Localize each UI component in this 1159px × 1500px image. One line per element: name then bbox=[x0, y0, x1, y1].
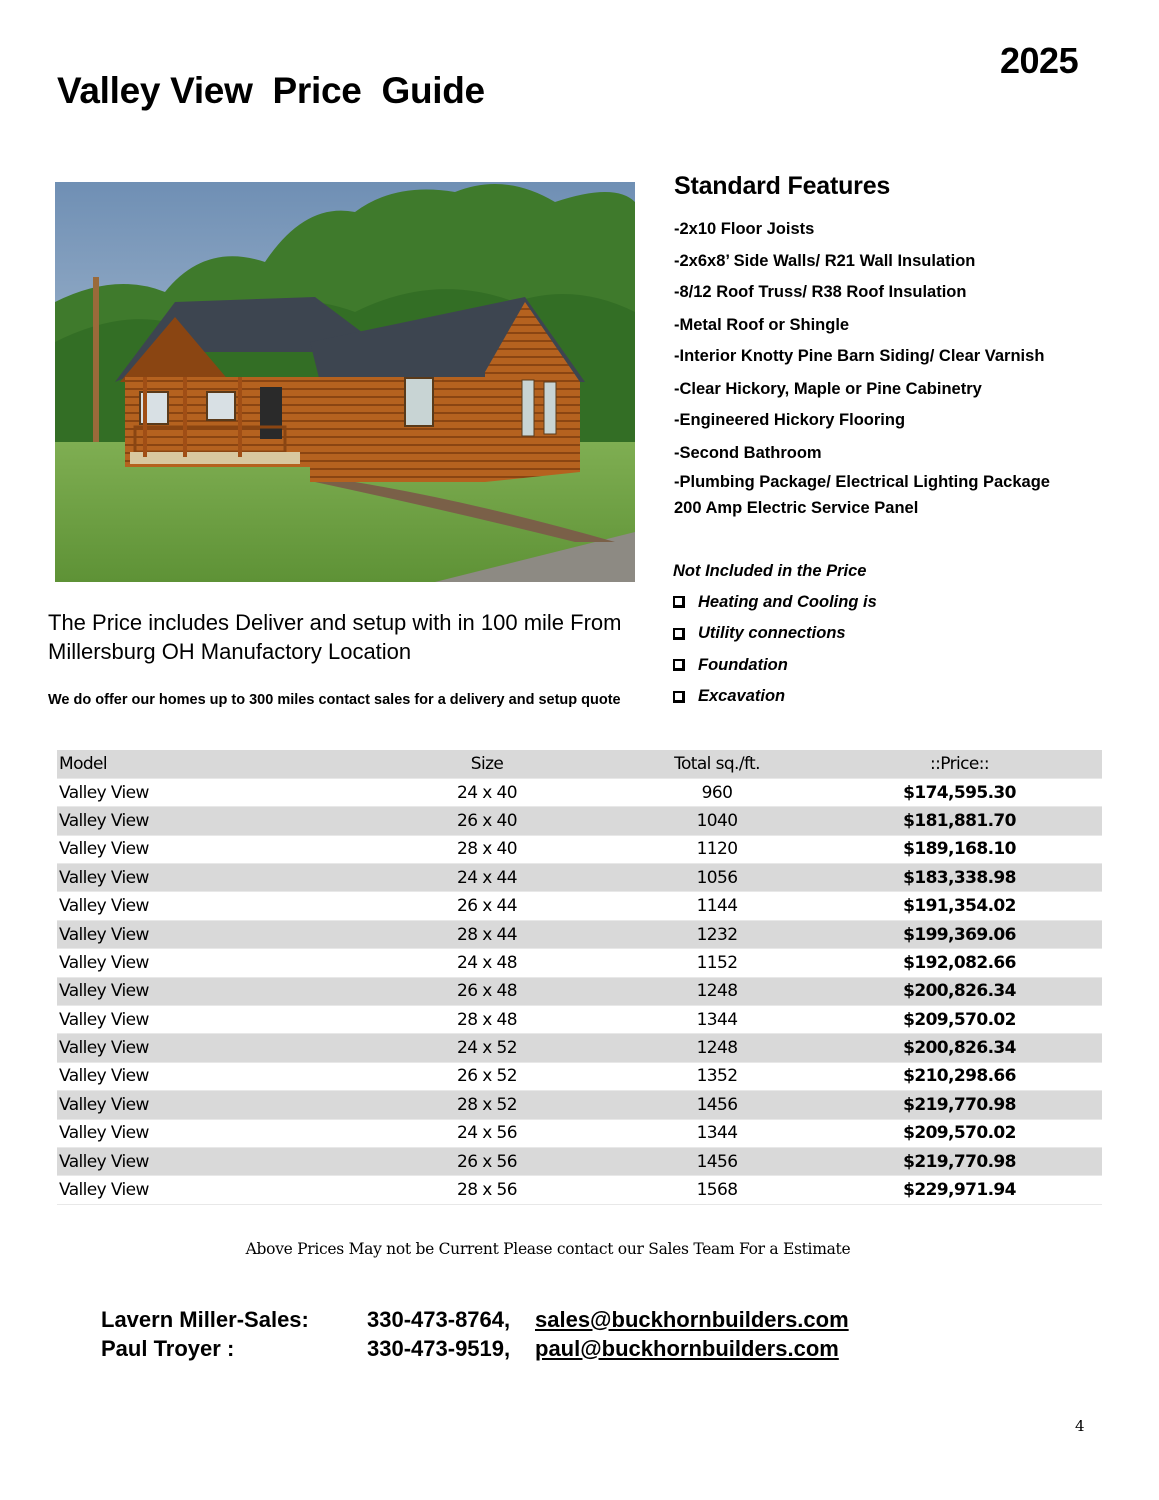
cell-price: $200,826.34 bbox=[817, 977, 1102, 1005]
page-title: Valley View Price Guide bbox=[57, 70, 485, 111]
cell-model: Valley View bbox=[57, 1147, 357, 1175]
table-row bbox=[57, 920, 1102, 948]
cell-price: $209,570.02 bbox=[817, 1119, 1102, 1147]
checkbox-bullet-icon bbox=[673, 659, 685, 671]
cell-model: Valley View bbox=[57, 864, 357, 892]
cell-model: Valley View bbox=[57, 920, 357, 948]
cell-sqft: 1352 bbox=[617, 1062, 817, 1090]
cell-size: 26 x 40 bbox=[357, 807, 617, 835]
not-included-item bbox=[673, 592, 877, 612]
cell-sqft: 1456 bbox=[617, 1091, 817, 1119]
price-table bbox=[57, 750, 1102, 1205]
cell-price: $192,082.66 bbox=[817, 949, 1102, 977]
cell-model: Valley View bbox=[57, 1091, 357, 1119]
cell-price: $210,298.66 bbox=[817, 1062, 1102, 1090]
cell-size: 28 x 48 bbox=[357, 1006, 617, 1034]
cell-price: $209,570.02 bbox=[817, 1006, 1102, 1034]
not-included-label: Excavation bbox=[698, 687, 786, 705]
header-size: Size bbox=[357, 750, 617, 778]
delivery-note: The Price includes Deliver and setup with in 100 mile From Millersburg OH Manufactory Location bbox=[48, 610, 622, 664]
table-row bbox=[57, 892, 1102, 920]
cell-size: 26 x 56 bbox=[357, 1147, 617, 1175]
not-included-label: Heating and Cooling is bbox=[698, 592, 877, 611]
cell-price: $183,338.98 bbox=[817, 864, 1102, 892]
feature-item: -Second Bathroom bbox=[674, 444, 822, 462]
cell-sqft: 1056 bbox=[617, 864, 817, 892]
cell-sqft: 1456 bbox=[617, 1147, 817, 1175]
cell-price: $191,354.02 bbox=[817, 892, 1102, 920]
cell-sqft: 1152 bbox=[617, 949, 817, 977]
standard-features-heading: Standard Features bbox=[674, 172, 891, 200]
cell-sqft: 1248 bbox=[617, 1034, 817, 1062]
not-included-label: Foundation bbox=[698, 655, 788, 674]
cell-size: 24 x 40 bbox=[357, 778, 617, 806]
header-price: ::Price:: bbox=[817, 750, 1102, 778]
cell-sqft: 1144 bbox=[617, 892, 817, 920]
contacts-section bbox=[101, 1305, 849, 1363]
cell-model: Valley View bbox=[57, 1006, 357, 1034]
cell-model: Valley View bbox=[57, 1176, 357, 1204]
header-model: Model bbox=[57, 750, 357, 778]
cell-model: Valley View bbox=[57, 977, 357, 1005]
not-included-label: Utility connections bbox=[698, 624, 846, 642]
not-included-section bbox=[673, 562, 877, 718]
cell-price: $200,826.34 bbox=[817, 1034, 1102, 1062]
year-label: 2025 bbox=[1000, 40, 1079, 81]
table-row bbox=[57, 807, 1102, 835]
cell-sqft: 1248 bbox=[617, 977, 817, 1005]
cell-model: Valley View bbox=[57, 949, 357, 977]
table-row bbox=[57, 1034, 1102, 1062]
checkbox-bullet-icon bbox=[673, 628, 685, 640]
not-included-item bbox=[673, 687, 877, 707]
table-row bbox=[57, 949, 1102, 977]
cell-model: Valley View bbox=[57, 1034, 357, 1062]
cell-sqft: 1344 bbox=[617, 1119, 817, 1147]
feature-item: -Interior Knotty Pine Barn Siding/ Clear Varnish bbox=[674, 347, 1045, 365]
checkbox-bullet-icon bbox=[673, 596, 685, 608]
header-sqft: Total sq./ft. bbox=[617, 750, 817, 778]
cell-sqft: 1344 bbox=[617, 1006, 817, 1034]
feature-item: -Metal Roof or Shingle bbox=[674, 316, 850, 334]
table-row bbox=[57, 778, 1102, 806]
standard-features-section bbox=[674, 172, 1114, 518]
contact-phone: 330-473-8764, bbox=[367, 1306, 511, 1332]
table-row bbox=[57, 1091, 1102, 1119]
cell-sqft: 1120 bbox=[617, 835, 817, 863]
feature-item: -2x6x8’ Side Walls/ R21 Wall Insulation bbox=[674, 252, 976, 270]
contact-email-link[interactable]: paul@buckhornbuilders.com bbox=[535, 1335, 839, 1361]
cell-size: 24 x 56 bbox=[357, 1119, 617, 1147]
cell-size: 26 x 52 bbox=[357, 1062, 617, 1090]
contact-row bbox=[101, 1305, 849, 1334]
feature-item: -2x10 Floor Joists bbox=[674, 220, 815, 238]
cell-model: Valley View bbox=[57, 1119, 357, 1147]
cell-model: Valley View bbox=[57, 835, 357, 863]
feature-item: -Plumbing Package/ Electrical Lighting Package bbox=[674, 473, 1050, 491]
cell-sqft: 1568 bbox=[617, 1176, 817, 1204]
table-header-row bbox=[57, 750, 1102, 778]
cell-price: $219,770.98 bbox=[817, 1091, 1102, 1119]
price-disclaimer: Above Prices May not be Current Please contact our Sales Team For a Estimate bbox=[245, 1240, 851, 1258]
feature-item: -Engineered Hickory Flooring bbox=[674, 411, 906, 429]
feature-item: -8/12 Roof Truss/ R38 Roof Insulation bbox=[674, 283, 967, 301]
cell-model: Valley View bbox=[57, 778, 357, 806]
cell-size: 24 x 48 bbox=[357, 949, 617, 977]
not-included-item bbox=[673, 624, 877, 644]
cell-size: 28 x 52 bbox=[357, 1091, 617, 1119]
cell-sqft: 1040 bbox=[617, 807, 817, 835]
contact-name: Lavern Miller-Sales: bbox=[101, 1306, 309, 1332]
table-row bbox=[57, 1147, 1102, 1175]
contact-name: Paul Troyer : bbox=[101, 1335, 235, 1361]
checkbox-bullet-icon bbox=[673, 691, 685, 703]
cabin-photo bbox=[55, 182, 635, 582]
cell-size: 26 x 44 bbox=[357, 892, 617, 920]
cell-price: $174,595.30 bbox=[817, 778, 1102, 806]
table-row bbox=[57, 1006, 1102, 1034]
contact-phone: 330-473-9519, bbox=[367, 1335, 511, 1361]
contact-email-link[interactable]: sales@buckhornbuilders.com bbox=[535, 1306, 849, 1332]
cell-price: $219,770.98 bbox=[817, 1147, 1102, 1175]
table-row bbox=[57, 864, 1102, 892]
table-row bbox=[57, 835, 1102, 863]
cell-price: $181,881.70 bbox=[817, 807, 1102, 835]
table-row bbox=[57, 1176, 1102, 1204]
cell-size: 28 x 56 bbox=[357, 1176, 617, 1204]
cell-model: Valley View bbox=[57, 1062, 357, 1090]
cell-size: 24 x 44 bbox=[357, 864, 617, 892]
cell-size: 26 x 48 bbox=[357, 977, 617, 1005]
not-included-heading: Not Included in the Price bbox=[673, 562, 867, 580]
table-row bbox=[57, 1119, 1102, 1147]
page-number: 4 bbox=[1075, 1417, 1085, 1435]
feature-item: -Clear Hickory, Maple or Pine Cabinetry bbox=[674, 380, 982, 398]
delivery-offer-note: We do offer our homes up to 300 miles contact sales for a delivery and setup quote bbox=[48, 692, 621, 708]
not-included-item bbox=[673, 655, 877, 675]
cell-model: Valley View bbox=[57, 892, 357, 920]
cell-size: 28 x 44 bbox=[357, 920, 617, 948]
table-row bbox=[57, 977, 1102, 1005]
cell-size: 24 x 52 bbox=[357, 1034, 617, 1062]
table-row bbox=[57, 1062, 1102, 1090]
cell-size: 28 x 40 bbox=[357, 835, 617, 863]
cell-sqft: 960 bbox=[617, 778, 817, 806]
contact-row bbox=[101, 1334, 849, 1363]
cell-sqft: 1232 bbox=[617, 920, 817, 948]
cell-price: $199,369.06 bbox=[817, 920, 1102, 948]
feature-item: 200 Amp Electric Service Panel bbox=[674, 499, 919, 517]
cell-price: $189,168.10 bbox=[817, 835, 1102, 863]
cell-price: $229,971.94 bbox=[817, 1176, 1102, 1204]
cell-model: Valley View bbox=[57, 807, 357, 835]
